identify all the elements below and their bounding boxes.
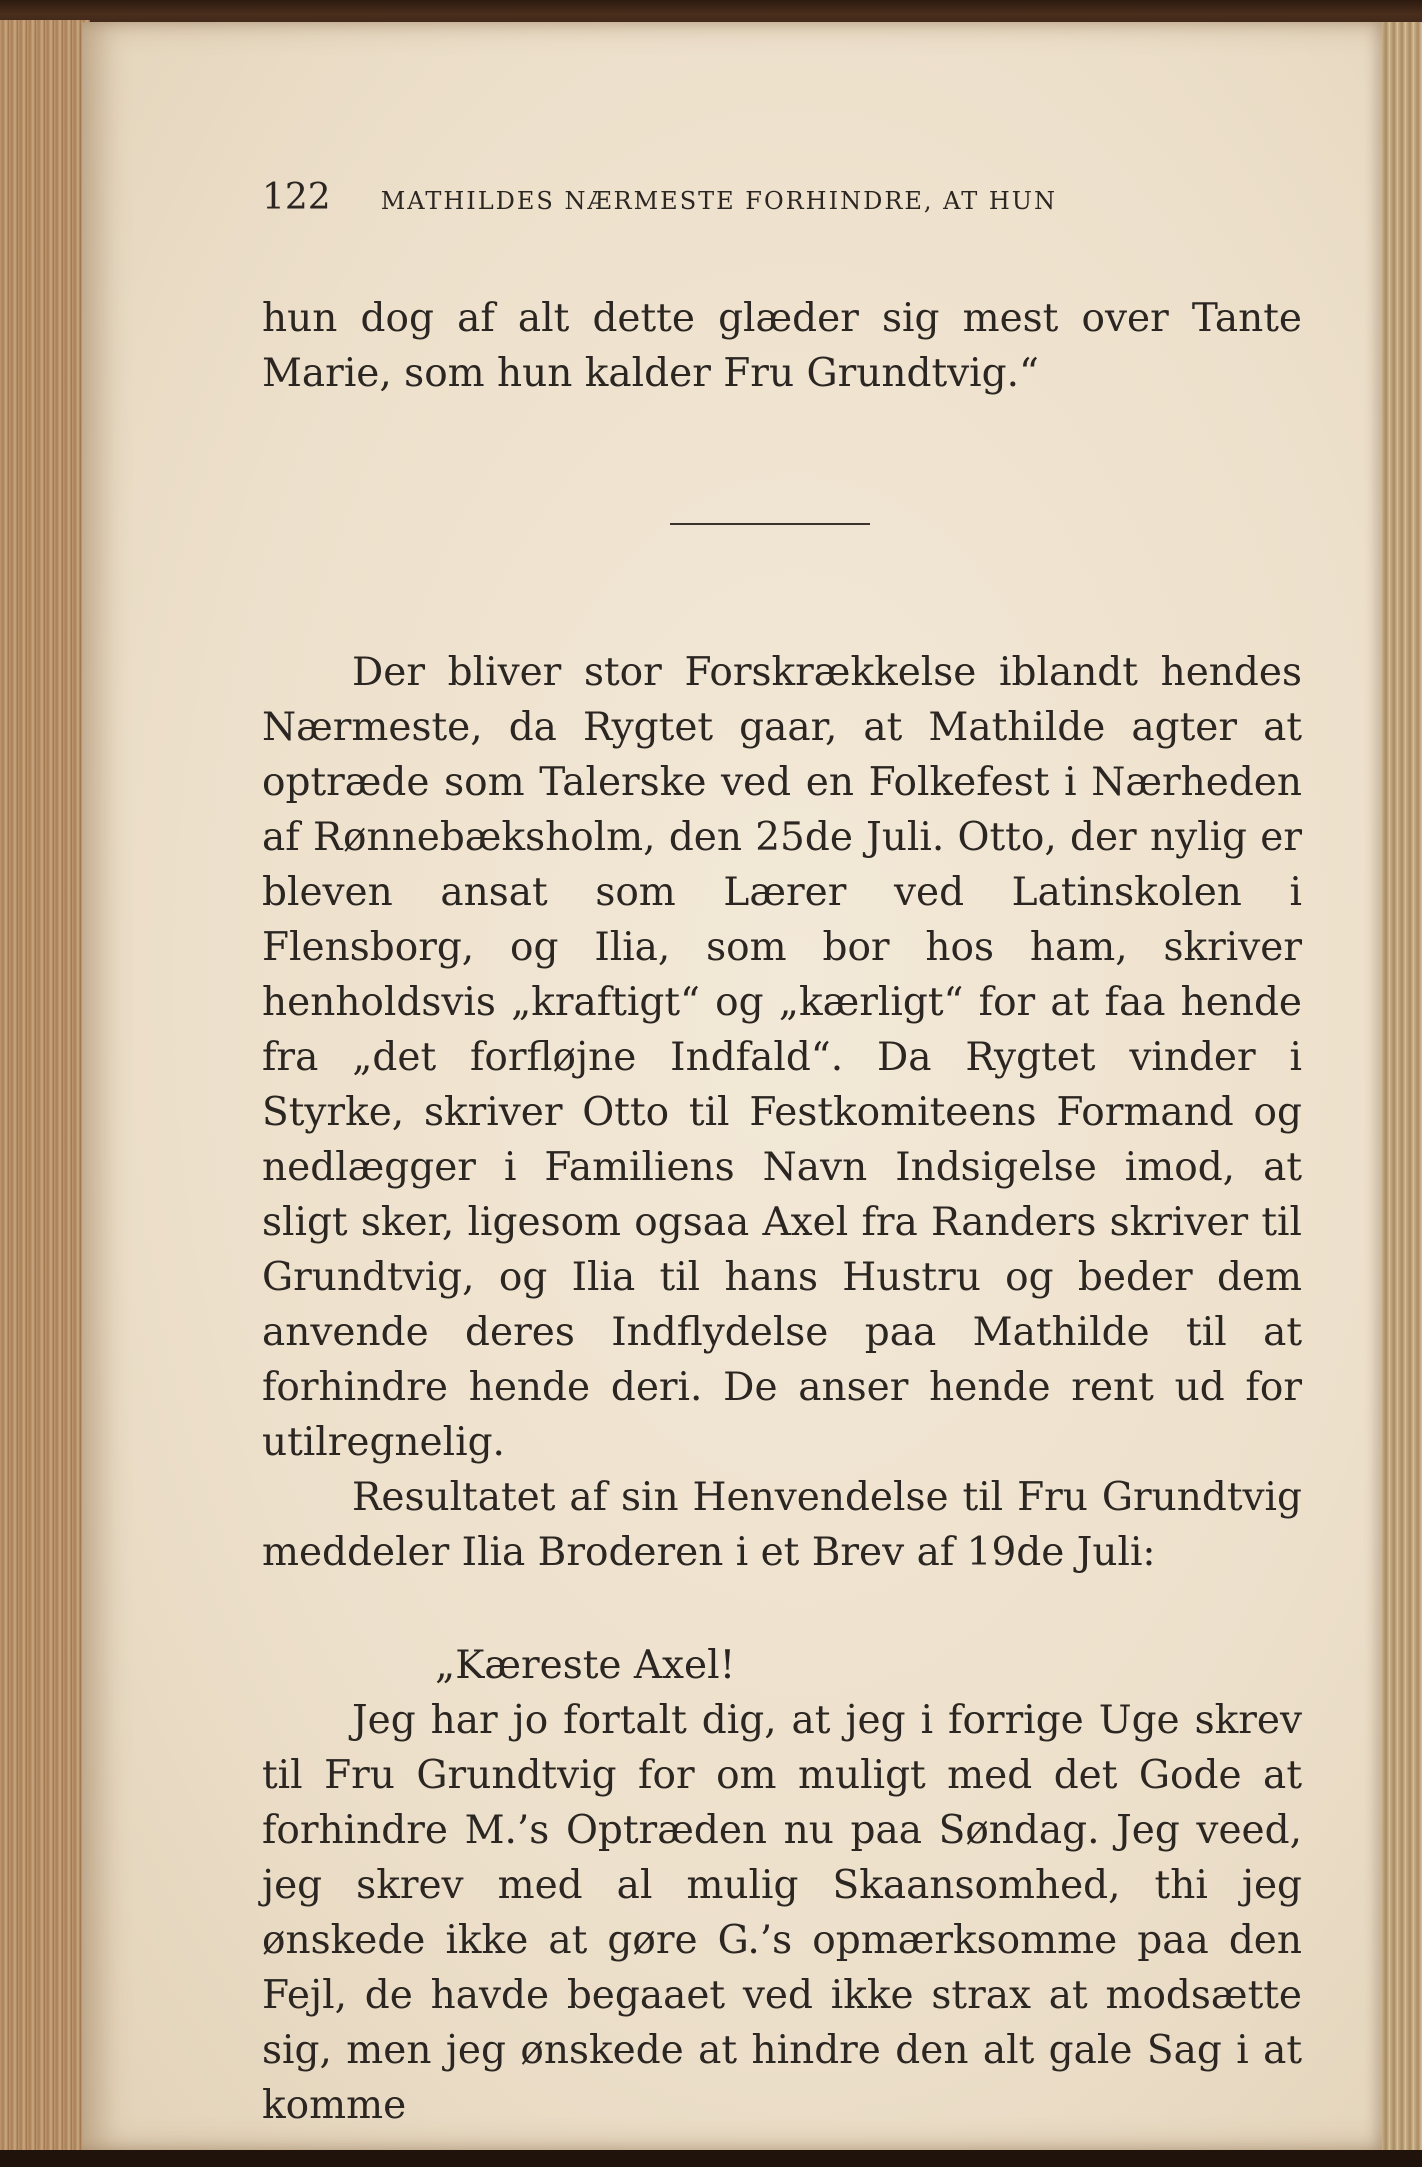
page-number: 122 bbox=[262, 177, 331, 218]
book-spine-edge bbox=[0, 20, 90, 2160]
page-text-block bbox=[262, 170, 1302, 2133]
page-header bbox=[262, 170, 1302, 229]
paragraph-continuation: hun dog af alt dette glæder sig mest over Tante Marie, som hun kalder Fru Grundtvig.“ bbox=[262, 296, 1302, 396]
page-stack-edge bbox=[1382, 22, 1422, 2150]
section-divider bbox=[670, 523, 870, 525]
scan-bottom-border bbox=[0, 2150, 1422, 2167]
letter-salutation: „Kæreste Axel! bbox=[435, 1643, 736, 1688]
running-head: MATHILDES NÆRMESTE FORHINDRE, AT HUN bbox=[380, 187, 1057, 215]
paragraph-result: Resultatet af sin Henvendelse til Fru Grundtvig meddeler Ilia Broderen i et Brev af 19de Juli: bbox=[262, 1475, 1302, 1575]
letter-body: Jeg har jo fortalt dig, at jeg i forrige Uge skrev til Fru Grundtvig for om muligt med det Gode at forhindre M.’s Optræden nu paa Søndag. Jeg veed, jeg skrev med al mulig Skaansomhed, thi jeg ønskede ikke at gøre G.’s opmærksomme paa den Fejl, de havde begaaet ved ikke strax at modsætte sig, men jeg ønskede at hindre den alt gale Sag i at komme bbox=[262, 1698, 1302, 2128]
paragraph-main: Der bliver stor Forskrækkelse iblandt hendes Nærmeste, da Rygtet gaar, at Mathilde agter at optræde som Talerske ved en Folkefest i Nærheden af Rønnebæksholm, den 25de Juli. Otto, der nylig er bleven ansat som Lærer ved Latinskolen i Flensborg, og Ilia, som bor hos ham, skriver henholdsvis „kraftigt“ og „kærligt“ for at faa hende fra „det forfløjne Indfald“. Da Rygtet vinder i Styrke, skriver Otto til Festkomiteens Formand og nedlægger i Familiens Navn Indsigelse imod, at sligt sker, ligesom ogsaa Axel fra Randers skriver til Grundtvig, og Ilia til hans Hustru og beder dem anvende deres Indflydelse paa Mathilde til at forhindre hende deri. De anser hende rent ud for utilregnelig. bbox=[262, 650, 1302, 1465]
